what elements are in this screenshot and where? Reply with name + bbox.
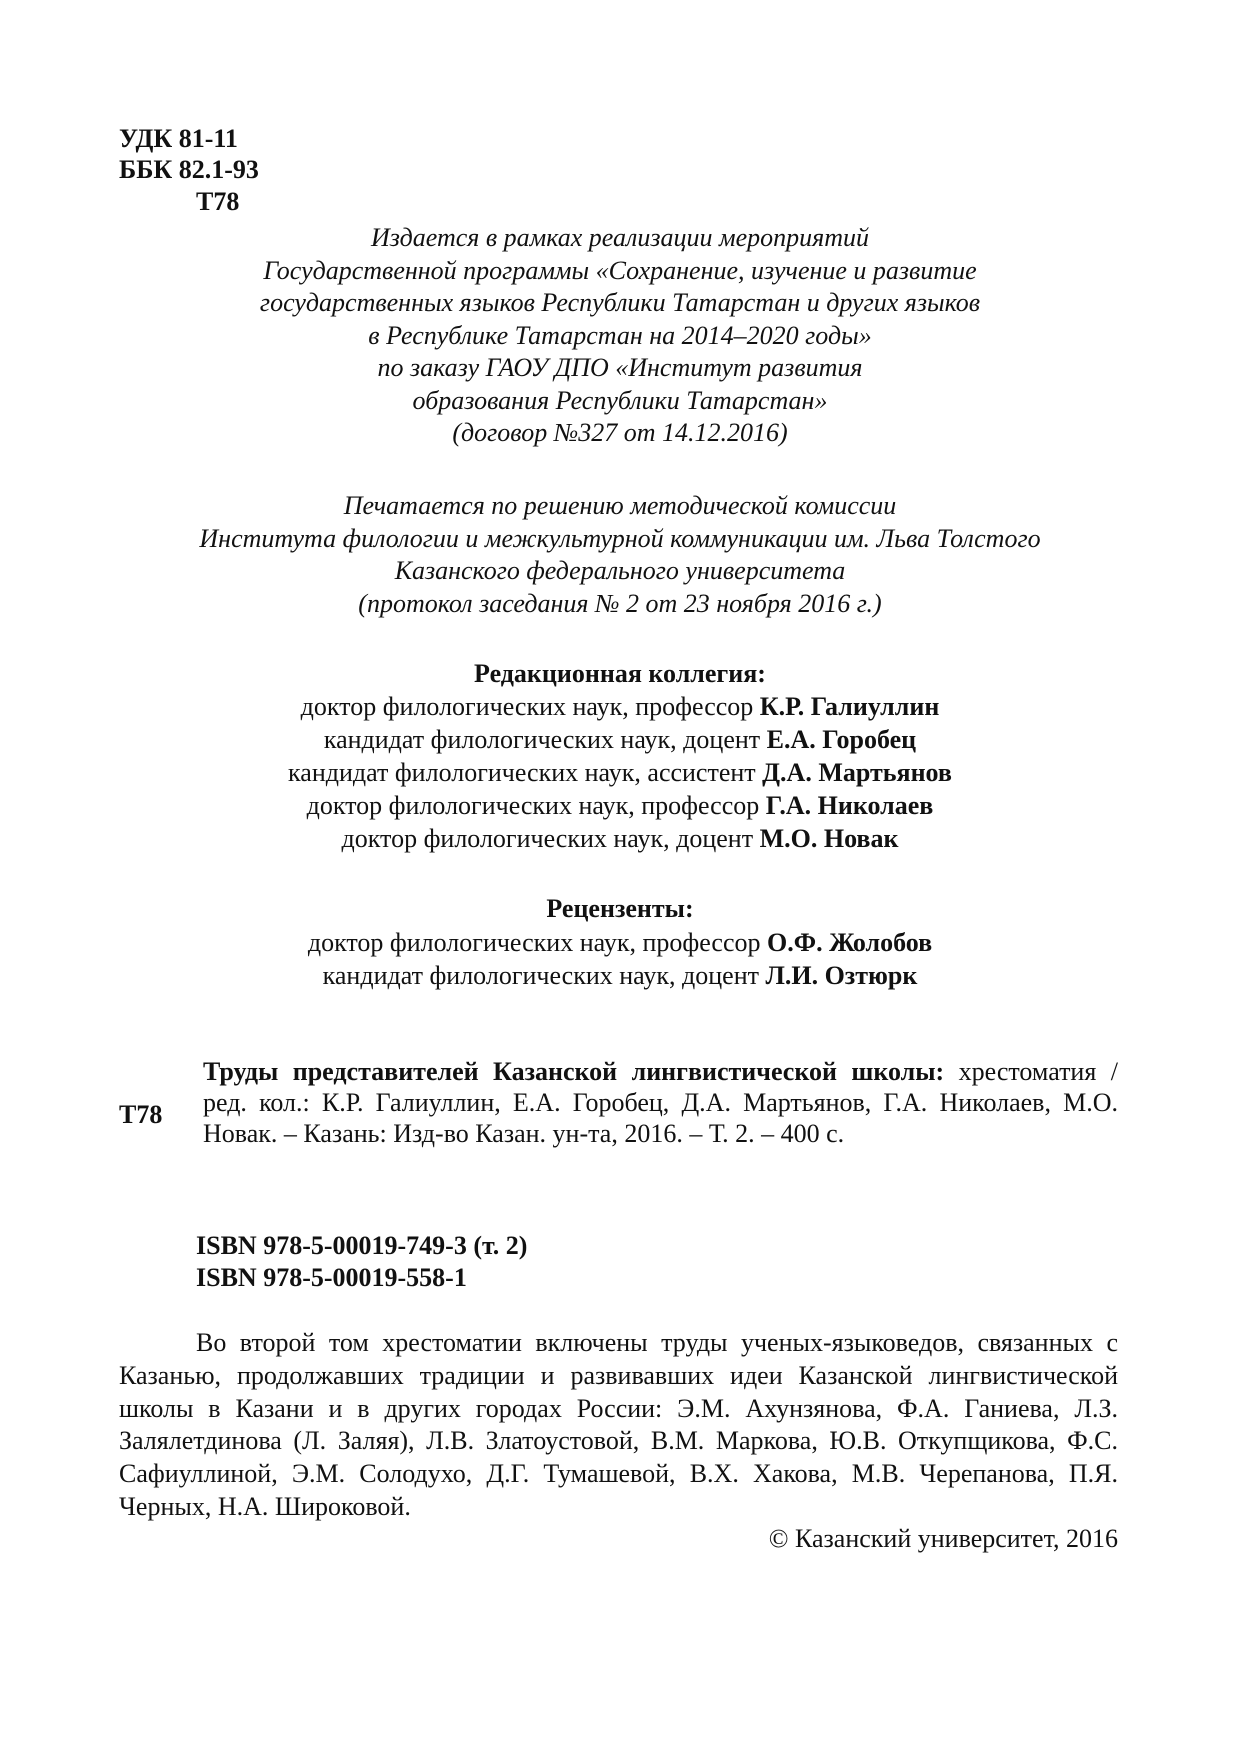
editorial-member — [140, 789, 1100, 822]
editorial-member — [140, 690, 1100, 723]
isbn-series: ISBN 978-5-00019-558-1 — [196, 1263, 467, 1292]
member-name: Г.А. Николаев — [765, 791, 934, 820]
reviewer-name: О.Ф. Жолобов — [767, 928, 933, 957]
bibliographic-details: хрестоматия / ред. кол.: К.Р. Галиуллин, Е.А. Горобец, Д.А. Мартьянов, Г.А. Николаев, М.О. Новак. – Казань: Изд-во Казан. ун-та, 2016. – Т. 2. – 400 с. — [203, 1057, 1118, 1148]
abstract-paragraph: Во второй том хрестоматии включены труды ученых-языковедов, связанных с Казанью, продолжавших традиции и развивавших идеи Казанской лингвистической школы в Казани и в других городах России: Э.М. Ахунзянова, Ф.А. Ганиева, Л.З. Залялетдинова (Л. Заляя), Л.В. Златоустовой, В.М. Маркова, Ю.В. Откупщикова, Ф.С. Сафиуллиной, Э.М. Солодухо, Д.Г. Тумашевой, В.Х. Хакова, М.В. Черепанова, П.Я. Черных, Н.А. Широковой. — [119, 1328, 1118, 1521]
copyright-notice: © Казанский университет, 2016 — [768, 1524, 1118, 1553]
publication-note-line: (договор №327 от 14.12.2016) — [452, 418, 788, 447]
editorial-member — [140, 822, 1100, 855]
book-title: Труды представителей Казанской лингвистической школы: — [203, 1057, 945, 1086]
reviewers-heading: Рецензенты: — [546, 894, 694, 923]
reviewer — [140, 926, 1100, 959]
publication-note-line: по заказу ГАОУ ДПО «Институт развития — [377, 353, 863, 382]
member-title: доктор филологических наук, профессор — [300, 692, 760, 721]
editorial-member — [140, 756, 1100, 789]
print-approval-note — [140, 490, 1100, 620]
member-title: кандидат филологических наук, ассистент — [288, 758, 763, 787]
publication-note-line: Издается в рамках реализации мероприятий — [371, 223, 869, 252]
editorial-board-list — [140, 690, 1100, 855]
editorial-board-heading: Редакционная коллегия: — [474, 659, 766, 688]
publication-note — [140, 222, 1100, 450]
publication-note-line: Государственной программы «Сохранение, изучение и развитие — [263, 255, 977, 285]
bbk-code: ББК 82.1-93 — [119, 155, 259, 184]
author-mark: Т78 — [196, 187, 240, 216]
member-title: кандидат филологических наук, доцент — [323, 725, 767, 754]
member-title: доктор филологических наук, профессор — [306, 791, 766, 820]
publication-note-line: государственных языков Республики Татарстан и других языков — [259, 288, 981, 317]
print-note-line: Печатается по решению методической комиссии — [343, 491, 897, 520]
print-note-line: Института филологии и межкультурной коммуникации им. Льва Толстого — [199, 523, 1041, 553]
bibliographic-entry — [203, 1056, 1118, 1149]
isbn-volume: ISBN 978-5-00019-749-3 (т. 2) — [196, 1231, 528, 1260]
member-name: М.О. Новак — [759, 824, 899, 853]
udk-code: УДК 81-11 — [119, 124, 238, 153]
print-note-line: Казанского федерального университета — [394, 556, 846, 585]
reviewer-title: кандидат филологических наук, доцент — [322, 961, 766, 990]
member-name: Д.А. Мартьянов — [762, 758, 952, 787]
member-name: К.Р. Галиуллин — [759, 692, 940, 721]
print-note-line: (протокол заседания № 2 от 23 ноября 2016 г.) — [358, 588, 882, 618]
publication-note-line: в Республике Татарстан на 2014–2020 годы» — [368, 320, 872, 350]
bibliographic-author-mark: Т78 — [119, 1100, 163, 1129]
reviewers-list — [140, 926, 1100, 992]
publication-note-line: образования Республики Татарстан» — [412, 385, 828, 415]
editorial-member — [140, 723, 1100, 756]
member-name: Е.А. Горобец — [766, 725, 917, 754]
reviewer-name: Л.И. Озтюрк — [765, 961, 918, 990]
member-title: доктор филологических наук, доцент — [341, 824, 760, 853]
reviewer-title: доктор филологических наук, профессор — [307, 928, 768, 957]
reviewer — [140, 959, 1100, 992]
